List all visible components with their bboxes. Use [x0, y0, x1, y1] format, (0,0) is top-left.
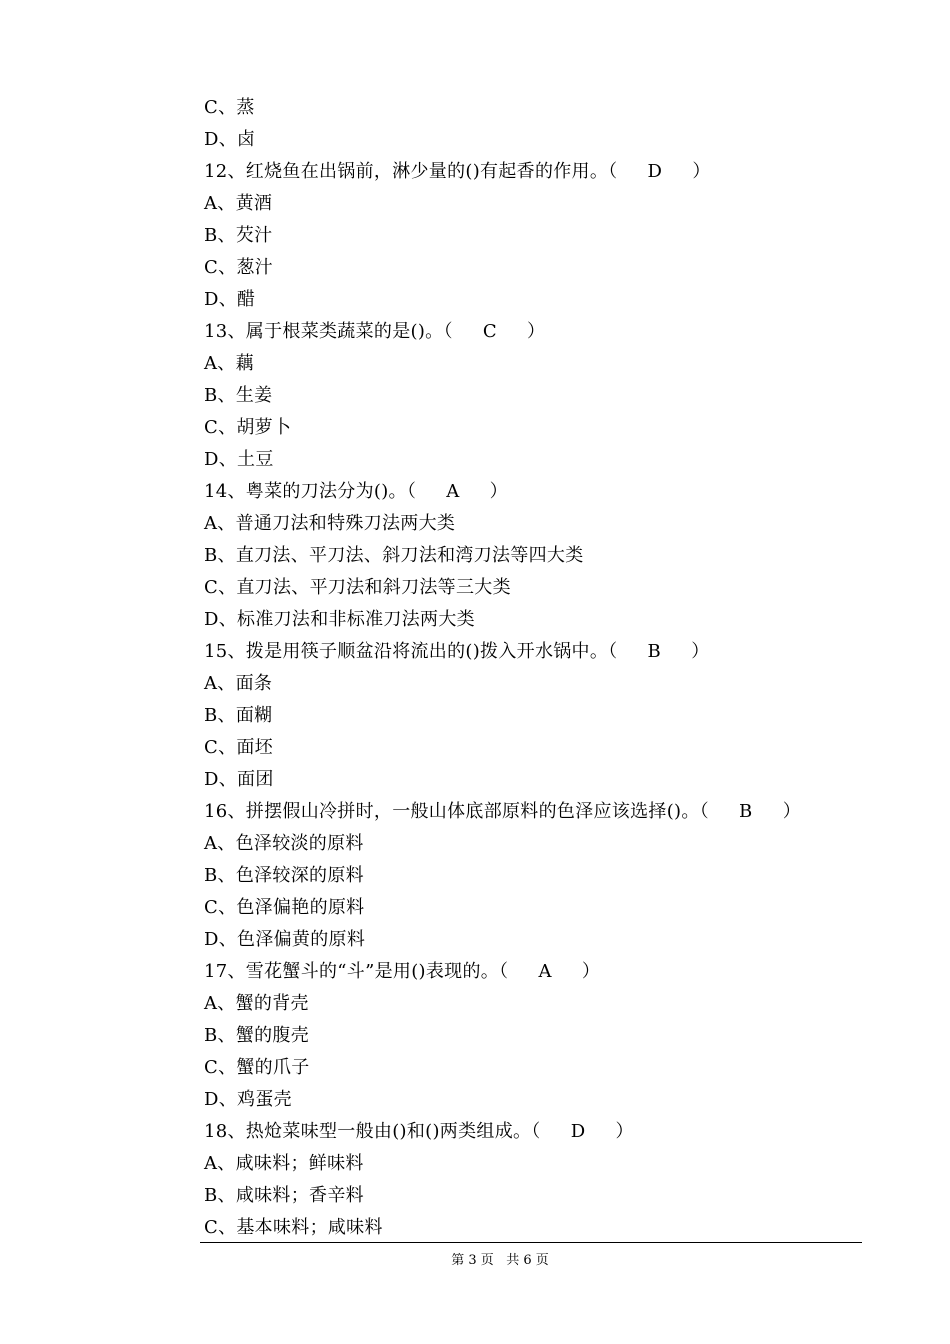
option-line: C、基本味料；咸味料	[204, 1217, 383, 1238]
option-line: C、面坯	[204, 737, 273, 758]
option-line: A、普通刀法和特殊刀法两大类	[204, 513, 456, 534]
option-line: A、咸味料；鲜味料	[204, 1153, 364, 1174]
option-line: D、标准刀法和非标准刀法两大类	[204, 609, 475, 630]
question-line: 15、拨是用筷子顺盆沿将流出的()拨入开水锅中。（ B ）	[204, 641, 710, 662]
option-line: D、面团	[204, 769, 274, 790]
option-line: C、蒸	[204, 97, 255, 118]
footer-divider	[200, 1242, 862, 1243]
option-line: C、直刀法、平刀法和斜刀法等三大类	[204, 577, 511, 598]
option-line: B、咸味料；香辛料	[204, 1185, 364, 1206]
option-line: C、葱汁	[204, 257, 273, 278]
option-line: A、色泽较淡的原料	[204, 833, 364, 854]
option-line: B、蟹的腹壳	[204, 1025, 310, 1046]
option-line: A、面条	[204, 673, 273, 694]
option-line: C、胡萝卜	[204, 417, 292, 438]
option-line: A、藕	[204, 353, 254, 374]
option-line: D、卤	[204, 129, 256, 150]
option-line: A、黄酒	[204, 193, 273, 214]
option-line: B、色泽较深的原料	[204, 865, 364, 886]
question-line: 17、雪花蟹斗的“斗”是用()表现的。（ A ）	[204, 961, 601, 982]
option-line: B、生姜	[204, 385, 273, 406]
option-line: B、面糊	[204, 705, 273, 726]
question-line: 13、属于根菜类蔬菜的是()。（ C ）	[204, 321, 546, 342]
option-line: B、直刀法、平刀法、斜刀法和湾刀法等四大类	[204, 545, 584, 566]
option-line: D、土豆	[204, 449, 274, 470]
option-line: C、蟹的爪子	[204, 1057, 310, 1078]
option-line: D、色泽偏黄的原料	[204, 929, 366, 950]
question-content	[204, 94, 864, 1246]
question-line: 14、粤菜的刀法分为()。（ A ）	[204, 481, 508, 502]
option-line: B、芡汁	[204, 225, 273, 246]
option-line: D、醋	[204, 289, 256, 310]
option-line: D、鸡蛋壳	[204, 1089, 292, 1110]
question-line: 12、红烧鱼在出锅前，淋少量的()有起香的作用。（ D ）	[204, 161, 711, 182]
option-line: C、色泽偏艳的原料	[204, 897, 365, 918]
question-line: 18、热炝菜味型一般由()和()两类组成。（ D ）	[204, 1121, 634, 1142]
page-number: 第 3 页 共 6 页	[451, 1253, 549, 1268]
question-line: 16、拼摆假山冷拼时，一般山体底部原料的色泽应该选择()。（ B ）	[204, 801, 801, 822]
option-line: A、蟹的背壳	[204, 993, 309, 1014]
